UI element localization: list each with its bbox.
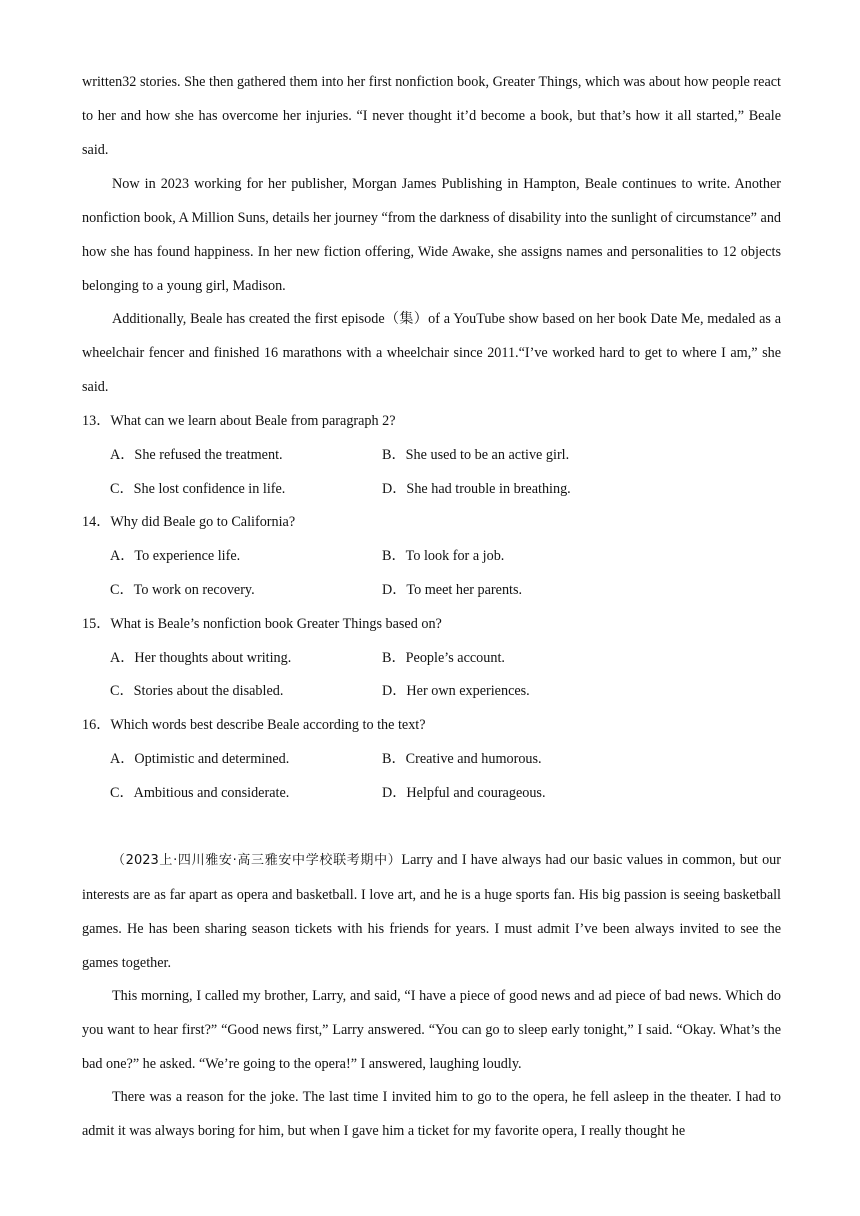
question-14-option-b: B．To look for a job. <box>382 548 505 564</box>
passage2-paragraph-3: There was a reason for the joke. The last time I invited him to go to the opera, he fell asleep in the theater. I had to admit it was always boring for him, but when I gave him a ticket for my favorite opera, I really thought he <box>82 1089 781 1139</box>
question-15-option-b: B．People’s account. <box>382 650 505 666</box>
question-16-option-d: D．Helpful and courageous. <box>382 785 546 801</box>
passage1-paragraph-2: Now in 2023 working for her publisher, Morgan James Publishing in Hampton, Beale continues to write. Another nonfiction book, A Million Suns, details her journey “from the darkness of disability into the sunlight of circumstance” and how she has found happiness. In her new fiction offering, Wide Awake, she assigns names and personalities to 12 objects belonging to a young girl, Madison. <box>82 176 782 294</box>
question-15-option-a: A．Her thoughts about writing. <box>110 650 292 666</box>
question-13-option-b: B．She used to be an active girl. <box>382 447 570 463</box>
question-14-stem: 14．Why did Beale go to California? <box>82 514 296 530</box>
question-13-option-d: D．She had trouble in breathing. <box>382 481 571 497</box>
passage2-source-label: （2023上·四川雅安·高三雅安中学校联考期中） <box>112 853 402 868</box>
question-14-option-a: A．To experience life. <box>110 548 241 564</box>
question-14-option-c: C．To work on recovery. <box>110 582 255 598</box>
passage1-paragraph-1: written32 stories. She then gathered them into her first nonfiction book, Greater Things, which was about how people react to her and how she has overcome her injuries. “I never thought it’d become a book, but that’s how it all started,” Beale said. <box>82 74 781 158</box>
question-13-option-a: A．She refused the treatment. <box>110 447 283 463</box>
question-16-option-a: A．Optimistic and determined. <box>110 751 290 767</box>
question-16-option-b: B．Creative and humorous. <box>382 751 542 767</box>
question-13-option-c: C．She lost confidence in life. <box>110 481 286 497</box>
question-14-option-d: D．To meet her parents. <box>382 582 523 598</box>
question-16-stem: 16．Which words best describe Beale according to the text? <box>82 717 426 733</box>
question-16-option-c: C．Ambitious and considerate. <box>110 785 290 801</box>
question-15-option-d: D．Her own experiences. <box>382 683 530 699</box>
question-13-stem: 13．What can we learn about Beale from paragraph 2? <box>82 413 396 429</box>
question-15-stem: 15．What is Beale’s nonfiction book Greater Things based on? <box>82 616 442 632</box>
passage2-paragraph-1-text: Larry and I have always had our basic values in common, but our interests are as far apart as opera and basketball. I love art, and he is a huge sports fan. His big passion is seeing basketball games. He has been sharing season tickets with his friends for years. I must admit I’ve been always invited to see the games together. <box>82 852 781 971</box>
passage2-paragraph-1 <box>82 843 781 980</box>
passage2-paragraph-2: This morning, I called my brother, Larry, and said, “I have a piece of good news and ad piece of bad news. Which do you want to hear first?” “Good news first,” Larry answered. “You can go to sleep early tonight,” I said. “Okay. What’s the bad one?” he asked. “We’re going to the opera!” I answered, laughing loudly. <box>82 988 781 1072</box>
question-15-option-c: C．Stories about the disabled. <box>110 683 284 699</box>
passage1-paragraph-3: Additionally, Beale has created the first episode（集）of a YouTube show based on her book Date Me, medaled as a wheelchair fencer and finished 16 marathons with a wheelchair since 2011.“I’ve worked hard to get to where I am,” she said. <box>82 311 781 395</box>
